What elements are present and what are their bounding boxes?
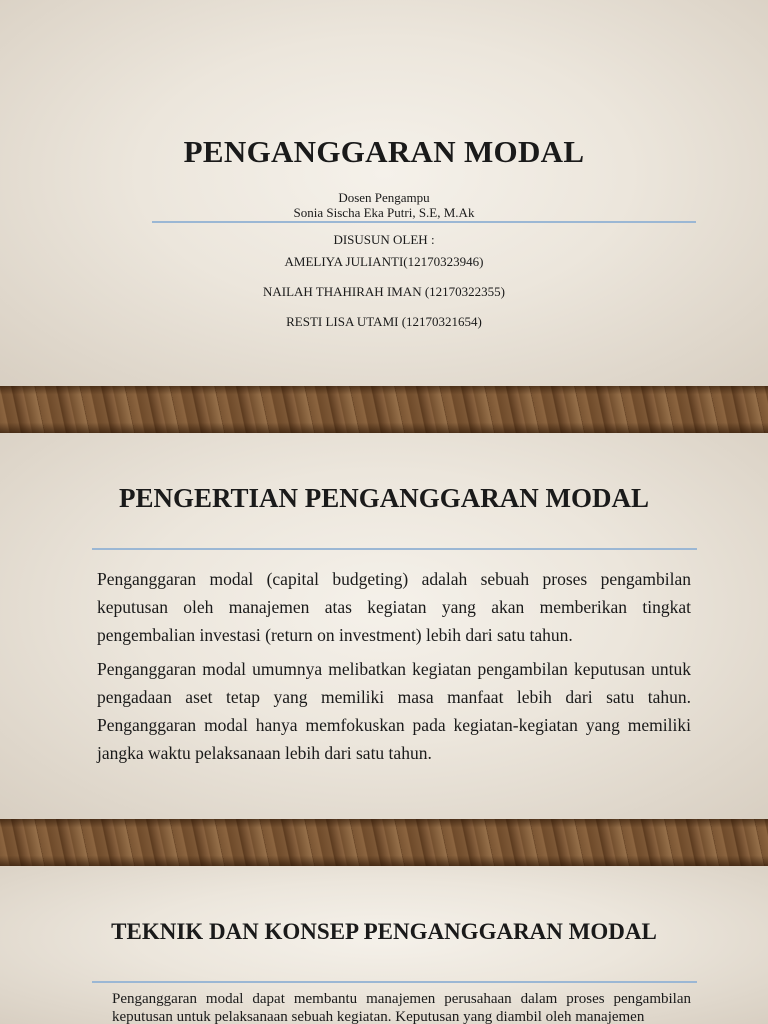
slide-pengertian [0,433,768,819]
wood-floor-band [0,819,768,866]
body-paragraph: Penganggaran modal umumnya melibatkan kegiatan pengambilan keputusan untuk pengadaan aset tetap yang memiliki masa manfaat lebih dari satu tahun. Penganggaran modal hanya memfokuskan pada kegiatan-kegiatan yang memiliki jangka waktu pelaksanaan lebih dari satu tahun. [97,659,691,763]
slide-title [0,0,768,386]
author-item: AMELIYA JULIANTI(12170323946) [284,254,484,269]
dosen-name: Sonia Sischa Eka Putri, S.E, M.Ak [293,205,475,220]
divider [92,981,697,983]
slide-teknik [0,866,768,1024]
disusun-label: DISUSUN OLEH : [333,232,435,247]
page-title: PENGANGGARAN MODAL [183,134,585,169]
divider [152,221,696,223]
wood-floor-band [0,386,768,433]
slide-heading: TEKNIK DAN KONSEP PENGANGGARAN MODAL [111,919,657,944]
author-item: NAILAH THAHIRAH IMAN (12170322355) [262,284,506,299]
slide-heading: PENGERTIAN PENGANGGARAN MODAL [118,483,650,513]
body-paragraph: Penganggaran modal dapat membantu manajemen perusahaan dalam proses pengambilan keputusan untuk pelaksanaan sebuah kegiatan. Keputusan yang diambil oleh manajemen [112,991,691,1024]
dosen-label: Dosen Pengampu [338,190,430,205]
body-paragraph: Penganggaran modal (capital budgeting) adalah sebuah proses pengambilan keputusan oleh manajemen atas kegiatan yang akan memberikan tingkat pengembalian investasi (return on investment) lebih dari satu tahun. [97,569,691,645]
divider [92,548,697,550]
author-item: RESTI LISA UTAMI (12170321654) [286,314,482,329]
